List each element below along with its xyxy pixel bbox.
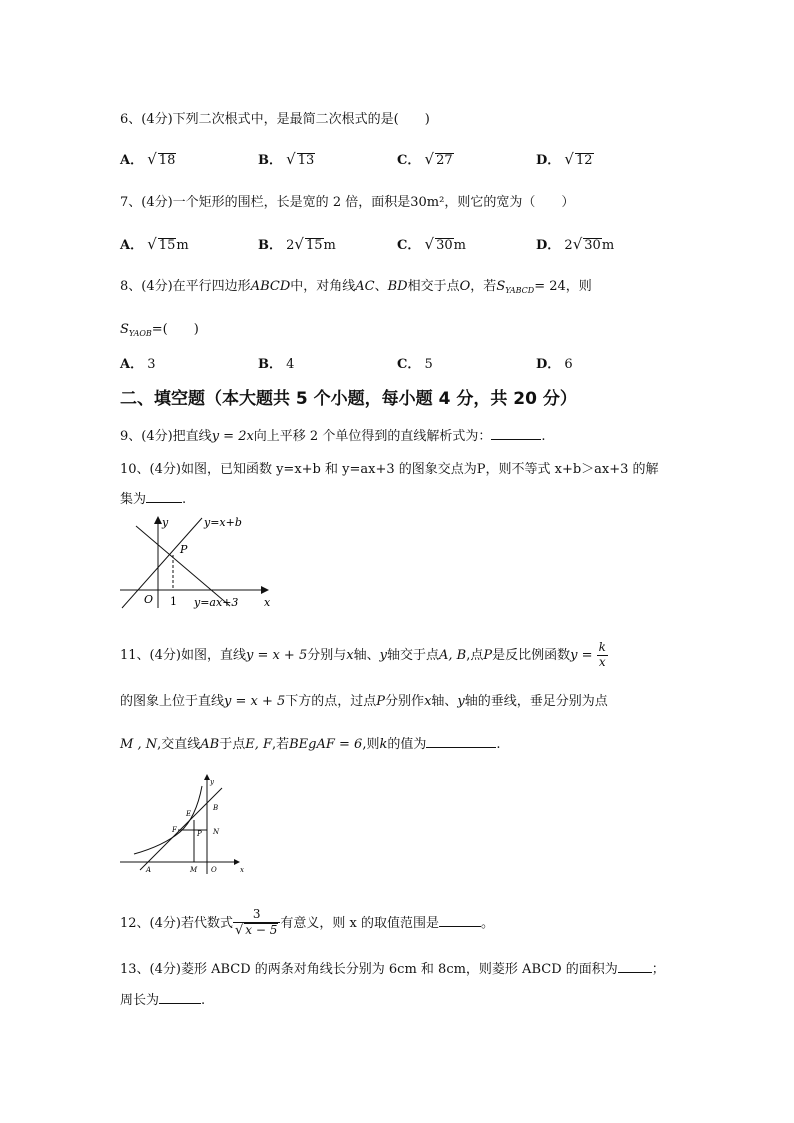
q11-p-label: P [197,830,202,838]
q9-stem: 9、(4分)把直线y = 2x向上平移 2 个单位得到的直线解析式为： . [120,429,546,444]
q13-perimeter-blank[interactable] [159,1003,201,1004]
q7-option-c: C． √ 30m [397,235,466,253]
q7-stem: 7、(4分)一个矩形的围栏，长是宽的 2 倍，面积是30m²，则它的宽为（ ） [120,195,575,210]
q8-stem: 8、(4分)在平行四边形ABCD中，对角线AC、BD相交于点O，若$S_{YABCD}= 24$，则 [120,279,592,295]
q12-stem: 12、(4分)若代数式 $\frac{3}{√ x - 5}$ 有意义，则 x 的取值范围是 。 [120,907,494,938]
q7-option-b: B． 2√ 15m [258,235,336,253]
q6-stem: 6、(4分)下列二次根式中，是最简二次根式的是( ) [120,112,430,127]
q10-x-arrow-icon [261,586,269,594]
q13-stem: 13、(4分)菱形 ABCD 的两条对角线长分别为 6cm 和 8cm，则菱形 ABCD 的面积为 ； [120,962,665,977]
q11-m-label: M [190,866,198,874]
q10-line1-label: y=x+b [204,516,242,529]
q11-stem-line2: 的图象上位于直线y = x + 5下方的点，过点P分别作x轴、y轴的垂线，垂足分别为点 [120,694,608,709]
q6-option-c: C． √ 27 [397,150,453,168]
q11-x-label: x [240,866,244,874]
q10-answer-blank[interactable] [146,502,182,503]
q10-x-label: x [264,596,271,609]
q10-graph [118,512,278,614]
q9-answer-blank[interactable] [491,439,541,440]
q11-y-label: y [210,778,214,786]
q8-stem-line2: $S_{YAOB}=$( ) [120,322,199,338]
q11-a-label: A [146,866,152,874]
q7-area: 30m² [410,195,445,210]
q10-o-label: O [144,593,154,606]
section-heading: 二、填空题（本大题共 5 个小题，每小题 4 分，共 20 分） [120,389,577,409]
q11-f-label: F [172,826,177,834]
q11-answer-blank[interactable] [426,747,496,748]
q11-stem: 11、(4分)如图，直线y = x + 5分别与x轴、y轴交于点A, B,点P是反比例函数y = $\frac{k}{x}$ [120,640,606,669]
q11-x-arrow-icon [234,859,240,865]
q7-option-a: A． √ 15m [120,235,189,253]
q12-answer-blank[interactable] [439,926,481,927]
q10-y-label: y [162,516,169,529]
q10-stem-line2: 集为 . [120,492,187,507]
q10-line-x-plus-b [122,518,202,608]
q11-e-label: E [186,810,192,818]
q11-fraction: $\frac{k}{x}$ [598,640,606,669]
q6-option-a: A． √ 18 [120,150,176,168]
q10-y-arrow-icon [154,516,162,524]
q13-stem-line2: 周长为 . [120,993,206,1008]
q7-option-d: D． 2√ 30m [536,235,615,253]
q8-option-d: D． 6 [536,357,573,372]
q11-line-ab [140,788,222,870]
q11-stem-line3: M , N,交直线AB于点E, F,若BEgAF = 6,则k的值为 . [120,737,501,752]
q6-option-d: D． √ 12 [536,150,593,168]
q12-fraction: $\frac{3}{√ x - 5}$ [233,908,280,939]
q6-option-b: B． √ 13 [258,150,315,168]
q10-stem: 10、(4分)如图，已知函数 y=x+b 和 y=ax+3 的图象交点为P，则不等式 x+b＞ax+3 的解 [120,462,659,477]
q8-option-a: A． 3 [120,357,156,372]
q8-option-c: C． 5 [397,357,433,372]
q11-graph [118,774,248,876]
q10-p-label: P [180,543,188,556]
q11-o-label: O [211,866,217,874]
q11-n-label: N [213,828,220,836]
q10-line2-label: y=ax+3 [194,596,239,609]
q13-area-blank[interactable] [618,972,652,973]
q10-tick-label: 1 [170,595,177,608]
q11-b-label: B [213,804,219,812]
q11-hyperbola [134,786,202,854]
q8-option-b: B． 4 [258,357,295,372]
